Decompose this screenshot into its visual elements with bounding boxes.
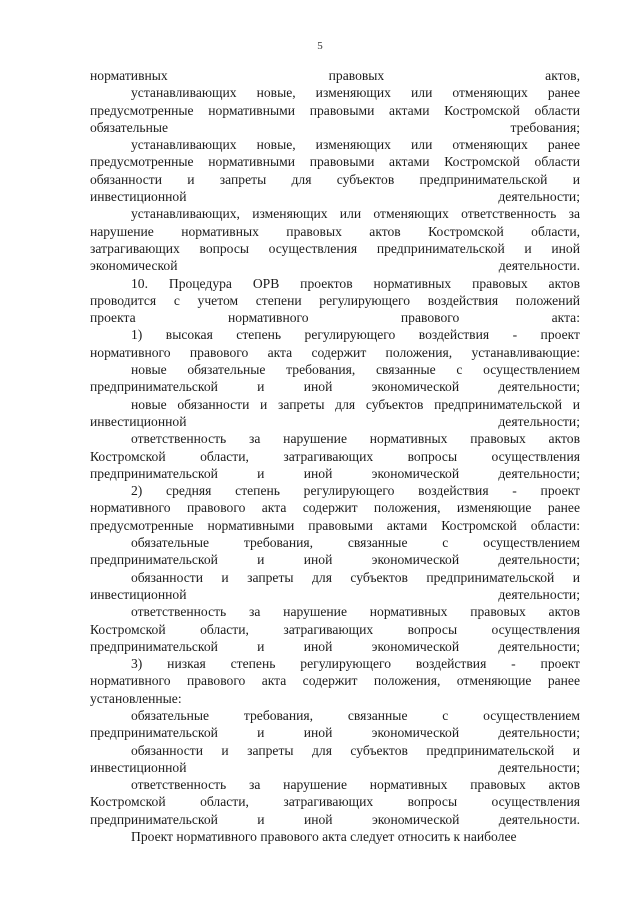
text-line: новые обязательные требования, связанные с осуществлением (131, 362, 580, 378)
text-line: нормативных правовых актов, (90, 68, 580, 83)
paragraph (90, 776, 580, 828)
paragraph (90, 430, 580, 482)
paragraph (90, 136, 580, 205)
text-line: инвестиционной деятельности; (90, 413, 580, 429)
text-line: инвестиционной деятельности; (90, 189, 580, 205)
text-line: инвестиционной деятельности; (90, 586, 580, 602)
paragraph (90, 828, 580, 845)
text-line: предпринимательской и иной экономической деятельности; (90, 725, 580, 741)
paragraph (90, 275, 580, 327)
text-line: установленные: (90, 690, 182, 706)
text-line: проекта нормативного правового акта: (90, 310, 580, 326)
text-line: предусмотренные нормативными правовыми актами Костромской области (90, 102, 580, 118)
page-number: 5 (317, 40, 323, 52)
text-line: обязательные требования, связанные с осуществлением (131, 707, 580, 723)
text-line: 2) средняя степень регулирующего воздействия - проект (131, 483, 580, 499)
text-line: Костромской области, затрагивающих вопросы осуществления (90, 621, 580, 637)
text-line: Костромской области, затрагивающих вопросы осуществления (90, 794, 580, 810)
text-line: предпринимательской и иной экономической деятельности; (90, 638, 580, 654)
text-line: Костромской области, затрагивающих вопросы осуществления (90, 448, 580, 464)
document-body (90, 67, 580, 845)
text-line: 3) низкая степень регулирующего воздействия - проект (131, 656, 580, 672)
text-line: предпринимательской и иной экономической деятельности; (90, 552, 580, 568)
text-line: ответственность за нарушение нормативных правовых актов (131, 777, 580, 793)
paragraph (90, 534, 580, 569)
paragraph (90, 707, 580, 742)
paragraph (90, 361, 580, 396)
text-line: устанавливающих новые, изменяющих или отменяющих ранее (131, 137, 580, 153)
text-line: новые обязанности и запреты для субъектов предпринимательской и (131, 396, 580, 412)
text-line: ответственность за нарушение нормативных правовых актов (131, 431, 580, 447)
paragraph (90, 84, 580, 136)
text-line: 1) высокая степень регулирующего воздействия - проект (131, 327, 580, 343)
paragraph (90, 603, 580, 655)
text-line: 10. Процедура ОРВ проектов нормативных правовых актов (131, 275, 580, 291)
text-line: нормативного правового акта содержит положения, изменяющие ранее (90, 500, 580, 516)
text-line: предпринимательской и иной экономической деятельности; (90, 379, 580, 395)
paragraph (90, 569, 580, 604)
text-line: инвестиционной деятельности; (90, 759, 580, 775)
text-line: предпринимательской и иной экономической деятельности. (90, 811, 580, 827)
text-line: ответственность за нарушение нормативных правовых актов (131, 604, 580, 620)
text-line: затрагивающих вопросы осуществления предпринимательской и иной (90, 240, 580, 256)
paragraph (90, 326, 580, 361)
text-line: проводится с учетом степени регулирующего воздействия положений (90, 292, 580, 308)
paragraph (90, 396, 580, 431)
text-line: экономической деятельности. (90, 258, 580, 274)
text-line: нарушение нормативных правовых актов Костромской области, (90, 223, 580, 239)
text-line: Проект нормативного правового акта следует относить к наиболее (131, 829, 517, 845)
paragraph (90, 742, 580, 777)
text-line: нормативного правового акта содержит положения, отменяющие ранее (90, 673, 580, 689)
text-line: обязательные требования, связанные с осуществлением (131, 535, 580, 551)
paragraph (90, 67, 580, 84)
text-line: предпринимательской и иной экономической деятельности; (90, 465, 580, 481)
paragraph (90, 205, 580, 274)
text-line: устанавливающих, изменяющих или отменяющих ответственность за (131, 206, 580, 222)
text-line: устанавливающих новые, изменяющих или отменяющих ранее (131, 85, 580, 101)
text-line: нормативного правового акта содержит положения, устанавливающие: (90, 344, 580, 360)
text-line: предусмотренные нормативными правовыми актами Костромской области (90, 154, 580, 170)
text-line: обязанности и запреты для субъектов предпринимательской и (131, 569, 580, 585)
text-line: обязательные требования; (90, 119, 580, 135)
text-line: обязанности и запреты для субъектов предпринимательской и (131, 742, 580, 758)
paragraph (90, 482, 580, 534)
text-line: обязанности и запреты для субъектов предпринимательской и (90, 171, 580, 187)
paragraph (90, 655, 580, 707)
text-line: предусмотренные нормативными правовыми актами Костромской области: (90, 517, 580, 533)
